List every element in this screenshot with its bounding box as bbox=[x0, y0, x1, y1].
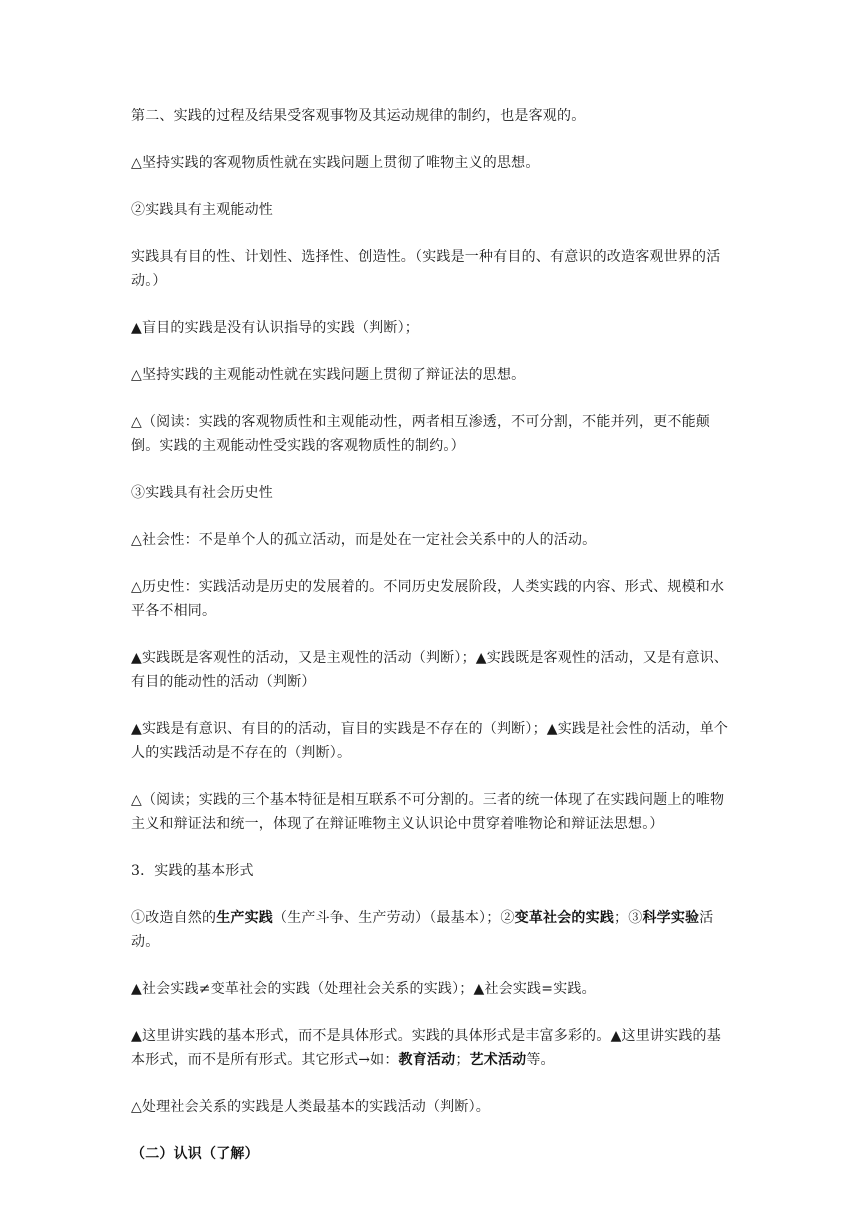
bold-term: （二）认识（了解） bbox=[131, 1146, 259, 1162]
paragraph bbox=[131, 717, 731, 765]
text-segment: ▲社会实践≠变革社会的实践（处理社会关系的实践）；▲社会实践=实践。 bbox=[131, 981, 596, 997]
bold-term: 变革社会的实践 bbox=[514, 910, 615, 926]
text-segment: ▲实践既是客观性的活动，又是主观性的活动（判断）；▲实践既是客观性的活动，又是有意识、有目的能动性的活动（判断） bbox=[131, 650, 729, 690]
text-segment: ①改造自然的 bbox=[131, 910, 217, 926]
text-segment: △社会性：不是单个人的孤立活动，而是处在一定社会关系中的人的活动。 bbox=[131, 532, 597, 548]
paragraph bbox=[131, 575, 731, 623]
paragraph bbox=[131, 906, 731, 954]
text-segment: ；③ bbox=[614, 910, 643, 926]
bold-term: 生产实践 bbox=[216, 910, 274, 926]
text-segment: 3．实践的基本形式 bbox=[131, 863, 254, 879]
bold-term: 科学实验 bbox=[642, 910, 700, 926]
text-segment: （生产斗争、生产劳动）（最基本）；② bbox=[273, 910, 515, 926]
paragraph bbox=[131, 788, 731, 836]
paragraph bbox=[131, 1095, 731, 1119]
section-heading bbox=[131, 1142, 731, 1166]
paragraph bbox=[131, 859, 731, 883]
paragraph bbox=[131, 363, 731, 387]
bold-term: 教育活动 bbox=[398, 1052, 456, 1068]
paragraph bbox=[131, 104, 731, 128]
text-segment: ③实践具有社会历史性 bbox=[131, 485, 273, 501]
text-segment: △坚持实践的客观物质性就在实践问题上贯彻了唯物主义的思想。 bbox=[131, 155, 540, 171]
paragraph bbox=[131, 198, 731, 222]
text-segment: △处理社会关系的实践是人类最基本的实践活动（判断）。 bbox=[131, 1099, 490, 1115]
text-segment: △历史性：实践活动是历史的发展着的。不同历史发展阶段，人类实践的内容、形式、规模和水平各不相同。 bbox=[131, 579, 725, 619]
paragraph bbox=[131, 977, 731, 1001]
text-segment: △（阅读：实践的客观物质性和主观能动性，两者相互渗透，不可分割，不能并列，更不能颠倒。实践的主观能动性受实践的客观物质性的制约。） bbox=[131, 414, 710, 454]
text-segment: ②实践具有主观能动性 bbox=[131, 202, 273, 218]
text-segment: 等。 bbox=[526, 1052, 555, 1068]
text-segment: ▲这里讲实践的基本形式，而不是具体形式。实践的具体形式是丰富多彩的。▲这里讲实践的基本形式，而不是所有形式。其它形式→如： bbox=[131, 1028, 721, 1068]
paragraph bbox=[131, 1024, 731, 1072]
text-segment: 活动。 bbox=[131, 910, 714, 950]
paragraph bbox=[131, 646, 731, 694]
text-segment: 实践具有目的性、计划性、选择性、创造性。（实践是一种有目的、有意识的改造客观世界的活动。） bbox=[131, 249, 721, 289]
text-segment: △坚持实践的主观能动性就在实践问题上贯彻了辩证法的思想。 bbox=[131, 367, 526, 383]
paragraph bbox=[131, 481, 731, 505]
paragraph bbox=[131, 245, 731, 293]
paragraph bbox=[131, 316, 731, 340]
text-segment: △（阅读；实践的三个基本特征是相互联系不可分割的。三者的统一体现了在实践问题上的唯物主义和辩证法和统一，体现了在辩证唯物主义认识论中贯穿着唯物论和辩证法思想。） bbox=[131, 792, 725, 832]
text-segment: ▲盲目的实践是没有认识指导的实践（判断）； bbox=[131, 320, 419, 336]
document-page bbox=[131, 104, 731, 1189]
bold-term: 艺术活动 bbox=[469, 1052, 527, 1068]
text-segment: 第二、实践的过程及结果受客观事物及其运动规律的制约，也是客观的。 bbox=[131, 108, 586, 124]
paragraph bbox=[131, 151, 731, 175]
text-segment: ▲实践是有意识、有目的的活动，盲目的实践是不存在的（判断）；▲实践是社会性的活动，单个人的实践活动是不存在的（判断）。 bbox=[131, 721, 729, 761]
paragraph bbox=[131, 528, 731, 552]
paragraph bbox=[131, 410, 731, 458]
text-segment: ； bbox=[455, 1052, 470, 1068]
